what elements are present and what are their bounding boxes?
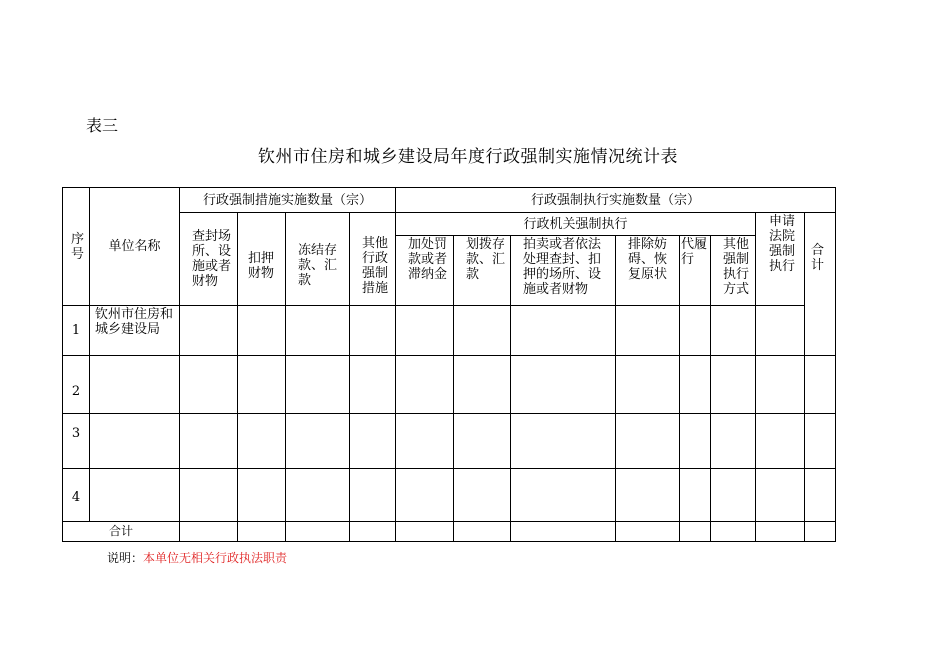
note-prefix: 说明： <box>107 551 144 565</box>
table-number-label: 表三 <box>86 116 119 135</box>
header-measure-other: 其他行政强制措施 <box>350 213 396 306</box>
table-row-total <box>63 522 836 542</box>
header-exec-remove-obstacle: 排除妨碍、恢复原状 <box>616 236 680 306</box>
header-measure-freeze: 冻结存款、汇款 <box>286 213 350 306</box>
table-row <box>63 414 836 469</box>
header-seq: 序号 <box>63 188 90 306</box>
row-unit-name: 钦州市住房和城乡建设局 <box>90 306 180 356</box>
row-unit-name <box>90 469 180 522</box>
header-measure-seize: 扣押财物 <box>238 213 286 306</box>
header-exec-other: 其他强制执行方式 <box>711 236 756 306</box>
row-unit-name <box>90 414 180 469</box>
note-text: 本单位无相关行政执法职责 <box>143 551 288 565</box>
row-seq: 4 <box>63 469 90 522</box>
note <box>107 549 287 566</box>
row-unit-name <box>90 356 180 414</box>
footer-total-label: 合计 <box>63 522 180 542</box>
header-court-execution: 申请法院强制执行 <box>756 213 805 306</box>
row-seq: 2 <box>63 356 90 414</box>
table-row <box>63 356 836 414</box>
row-seq: 3 <box>63 414 90 469</box>
header-exec-auction: 拍卖或者依法处理查封、扣押的场所、设施或者财物 <box>511 236 616 306</box>
header-execution-group: 行政强制执行实施数量（宗） <box>396 188 836 213</box>
statistics-table <box>62 187 836 542</box>
table-row <box>63 306 836 356</box>
header-exec-transfer: 划拨存款、汇款 <box>454 236 511 306</box>
header-unit-name: 单位名称 <box>90 188 180 306</box>
header-admin-execution: 行政机关强制执行 <box>396 213 756 236</box>
header-exec-substitute: 代履行 <box>680 236 711 306</box>
header-total: 合计 <box>805 213 836 356</box>
table-row <box>63 469 836 522</box>
row-seq: 1 <box>63 306 90 356</box>
header-exec-penalty: 加处罚款或者滞纳金 <box>396 236 454 306</box>
header-measure-seal: 查封场所、设施或者财物 <box>180 213 238 306</box>
header-measures-group: 行政强制措施实施数量（宗） <box>180 188 396 213</box>
page-title: 钦州市住房和城乡建设局年度行政强制实施情况统计表 <box>258 147 678 167</box>
